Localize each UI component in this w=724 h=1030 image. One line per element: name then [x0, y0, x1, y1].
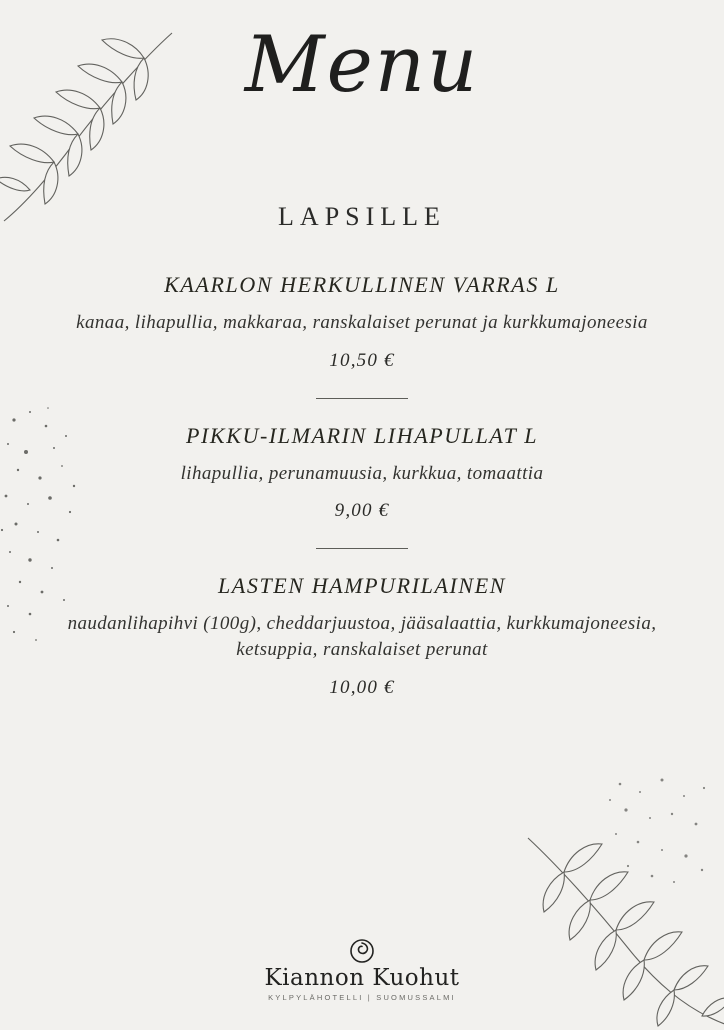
menu-item-name: PIKKU-ILMARIN LIHAPULLAT L — [185, 422, 539, 448]
menu-item-description: kanaa, lihapullia, makkaraa, ranskalaiset perunat ja kurkkumajoneesia — [76, 312, 648, 333]
item-divider — [316, 548, 408, 549]
menu-item-name: KAARLON HERKULLINEN VARRAS L — [164, 272, 560, 297]
menu-item — [0, 272, 724, 372]
page-title: Menu — [244, 20, 480, 110]
brand-name: Kiannon Kuohut — [264, 964, 460, 991]
menu-item-name: LASTEN HAMPURILAINEN — [217, 573, 507, 599]
menu-item-price: 9,00 € — [334, 500, 390, 522]
item-divider — [316, 398, 408, 399]
speckle-texture-right-icon — [604, 770, 714, 890]
menu-item-description: naudanlihapihvi (100g), cheddarjuustoa, jääsalaattia, kurkkumajoneesia, ketsuppia, ranskalaiset perunat — [67, 613, 657, 660]
footer — [0, 938, 724, 1002]
brand-swirl-icon — [349, 938, 375, 964]
menu-item-description: lihapullia, perunamuusia, kurkkua, tomaattia — [180, 462, 544, 484]
section-heading: LAPSILLE — [278, 202, 446, 231]
menu-item — [0, 423, 724, 523]
brand-tagline: KYLPYLÄHOTELLI | SUOMUSSALMI — [268, 993, 456, 1002]
menu-item-price: 10,50 € — [329, 349, 395, 371]
menu-item — [0, 573, 724, 698]
menu-item-price: 10,00 € — [329, 676, 395, 698]
menu-item-list — [0, 272, 724, 699]
